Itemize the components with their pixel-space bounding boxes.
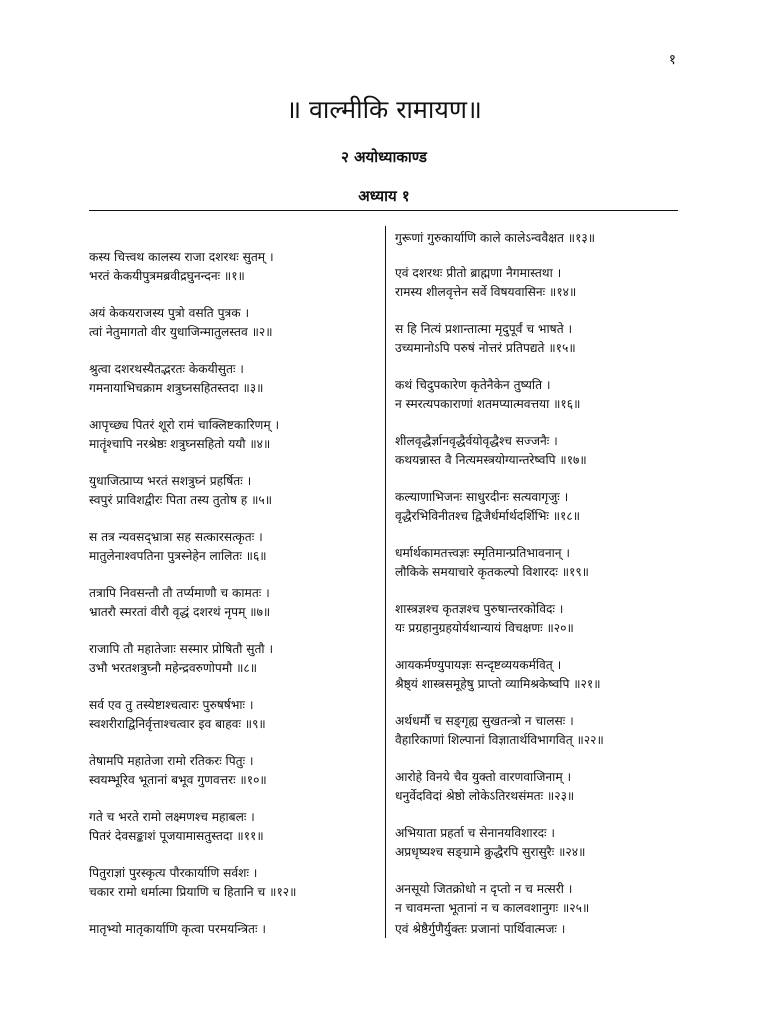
verse-line: तेषामपि महातेजा रामो रतिकरः पितुः । bbox=[89, 754, 254, 768]
header-rule bbox=[89, 210, 678, 211]
verse-line: शास्त्रज्ञश्च कृतज्ञश्च पुरुषान्तरकोविदः । bbox=[395, 602, 564, 616]
verse-line: युधाजित्प्राप्य भरतं सशत्रुघ्नं प्रहर्षितः । bbox=[89, 474, 252, 488]
verse-line: कथं चिदुपकारेण कृतेनैकेन तुष्यति । bbox=[395, 378, 551, 392]
verse-line: आरोहे विनये चैव युक्तो वारणवाजिनाम् । bbox=[395, 770, 572, 784]
verse-line: गते च भरते रामो लक्ष्मणश्च महाबलः । bbox=[89, 810, 255, 824]
verse-line: कल्याणाभिजनः साधुरदीनः सत्यवागृजुः । bbox=[395, 490, 569, 504]
verse-line: धर्मार्थकामतत्त्वज्ञः स्मृतिमान्प्रतिभावनान् । bbox=[395, 546, 570, 560]
verse-line: स हि नित्यं प्रशान्तात्मा मृदुपूर्वं च भाषते । bbox=[395, 322, 573, 336]
verse-line: स तत्र न्यवसद्भ्रात्रा सह सत्कारसत्कृतः । bbox=[89, 530, 263, 544]
verse-line: रामस्य शीलवृत्तेन सर्वे विषयवासिनः ॥१४॥ bbox=[395, 285, 577, 299]
verse-line: श्रैष्ठ्यं शास्त्रसमूहेषु प्राप्तो व्यामिश्रकेष्वपि ॥२१॥ bbox=[395, 677, 601, 691]
verse-line: न चावमन्ता भूतानां न च कालवशानुगः ॥२५॥ bbox=[395, 901, 590, 915]
verse-line: पितुराज्ञां पुरस्कृत्य पौरकार्याणि सर्वशः । bbox=[89, 866, 258, 880]
verse-line: गमनायाभिचक्राम शत्रुघ्नसहितस्तदा ॥३॥ bbox=[89, 381, 264, 395]
column-divider bbox=[385, 226, 386, 938]
verse-line: स्वशरीराद्विनिर्वृत्ताश्चत्वार इव बाहवः ॥९॥ bbox=[89, 717, 266, 731]
verse-line: राजापि तौ महातेजाः सस्मार प्रोषितौ सुतौ । bbox=[89, 642, 274, 656]
verse-line: कथयन्नास्त वै नित्यमस्त्रयोग्यान्तरेष्वपि ॥१७॥ bbox=[395, 453, 587, 467]
page-number: १ bbox=[668, 52, 676, 68]
kanda-heading: २ अयोध्याकाण्ड bbox=[341, 148, 427, 166]
verse-line: सर्व एव तु तस्येष्टाश्चत्वारः पुरुषर्षभाः । bbox=[89, 698, 254, 712]
verse-line: त्वां नेतुमागतो वीर युधाजिन्मातुलस्तव ॥२॥ bbox=[89, 325, 273, 339]
verse-line: अनसूयो जितक्रोधो न दृप्तो न च मत्सरी । bbox=[395, 882, 573, 896]
verse-line: शीलवृद्धैर्ज्ञानवृद्धैर्वयोवृद्धैश्च सज्जनैः । bbox=[395, 434, 558, 448]
verse-line: उभौ भरतशत्रुघ्नौ महेन्द्रवरुणोपमौ ॥८॥ bbox=[89, 661, 258, 675]
verse-line: चकार रामो धर्मात्मा प्रियाणि च हितानि च ॥१२॥ bbox=[89, 885, 297, 899]
verse-line: तत्रापि निवसन्तौ तौ तर्प्यमाणौ च कामतः । bbox=[89, 586, 270, 600]
verse-line: धनुर्वेदविदां श्रेष्ठो लोकेऽतिरथसंमतः ॥२३॥ bbox=[395, 789, 575, 803]
verse-line: मातृभ्यो मातृकार्याणि कृत्वा परमयन्त्रितः । bbox=[89, 922, 266, 936]
verse-line: श्रुत्वा दशरथस्यैतद्भरतः केकयीसुतः । bbox=[89, 362, 244, 376]
verse-line: वृद्धैरभिविनीतश्च द्विजैर्धर्मार्थदर्शिभिः ॥१८॥ bbox=[395, 509, 581, 523]
verse-line: आपृच्छ्य पितरं शूरो रामं चाक्लिष्टकारिणम् । bbox=[89, 418, 280, 432]
verse-line: गुरूणां गुरुकार्याणि काले कालेऽन्ववैक्षत ॥१३॥ bbox=[395, 231, 596, 245]
verse-line: अयं केकयराजस्य पुत्रो वसति पुत्रक । bbox=[89, 306, 250, 320]
verse-line: मातुलेनाश्वपतिना पुत्रस्नेहेन लालितः ॥६॥ bbox=[89, 549, 267, 563]
verse-line: एवं दशरथः प्रीतो ब्राह्मणा नैगमास्तथा । bbox=[395, 266, 562, 280]
verse-line: वैहारिकाणां शिल्पानां विज्ञातार्थविभागवित् ॥२२॥ bbox=[395, 733, 604, 747]
verse-line: स्वयम्भूरिव भूतानां बभूव गुणवत्तरः ॥१०॥ bbox=[89, 773, 267, 787]
verse-line: कस्य चित्त्वथ कालस्य राजा दशरथः सुतम् । bbox=[89, 250, 274, 264]
chapter-heading: अध्याय १ bbox=[358, 187, 410, 205]
verse-line: उच्यमानोऽपि परुषं नोत्तरं प्रतिपद्यते ॥१५॥ bbox=[395, 341, 576, 355]
verse-line: लौकिके समयाचारे कृतकल्पो विशारदः ॥१९॥ bbox=[395, 565, 589, 579]
verse-line: अभियाता प्रहर्ता च सेनानयविशारदः । bbox=[395, 826, 556, 840]
page-title: ॥ वाल्मीकि रामायण॥ bbox=[286, 95, 482, 124]
verse-line: मातॄंश्चापि नरश्रेष्ठः शत्रुघ्नसहितो ययौ ॥४॥ bbox=[89, 437, 271, 451]
verse-line: आयकर्मण्युपायज्ञः सन्दृष्टव्ययकर्मवित् । bbox=[395, 658, 562, 672]
verse-line: पितरं देवसङ्काशं पूजयामासतुस्तदा ॥११॥ bbox=[89, 829, 264, 843]
verse-line: न स्मरत्यपकाराणां शतमप्यात्मवत्तया ॥१६॥ bbox=[395, 397, 581, 411]
verse-line: अर्थधर्मौ च सङ्गृह्य सुखतन्त्रो न चालसः । bbox=[395, 714, 574, 728]
verse-line: एवं श्रेष्ठैर्गुणैर्युक्तः प्रजानां पार्थिवात्मजः । bbox=[395, 922, 566, 936]
verse-line: यः प्रग्रहानुग्रहयोर्यथान्यायं विचक्षणः ॥२०॥ bbox=[395, 621, 574, 635]
verse-line: स्वपुरं प्राविशद्वीरः पिता तस्य तुतोष ह ॥५॥ bbox=[89, 493, 273, 507]
verse-line: भ्रातरौ स्मरतां वीरौ वृद्धं दशरथं नृपम् ॥७॥ bbox=[89, 605, 271, 619]
verse-line: भरतं केकयीपुत्रमब्रवीद्रघुनन्दनः ॥१॥ bbox=[89, 269, 245, 283]
verse-line: अप्रधृष्यश्च सङ्ग्रामे क्रुद्धैरपि सुरासुरैः ॥२४॥ bbox=[395, 845, 586, 859]
